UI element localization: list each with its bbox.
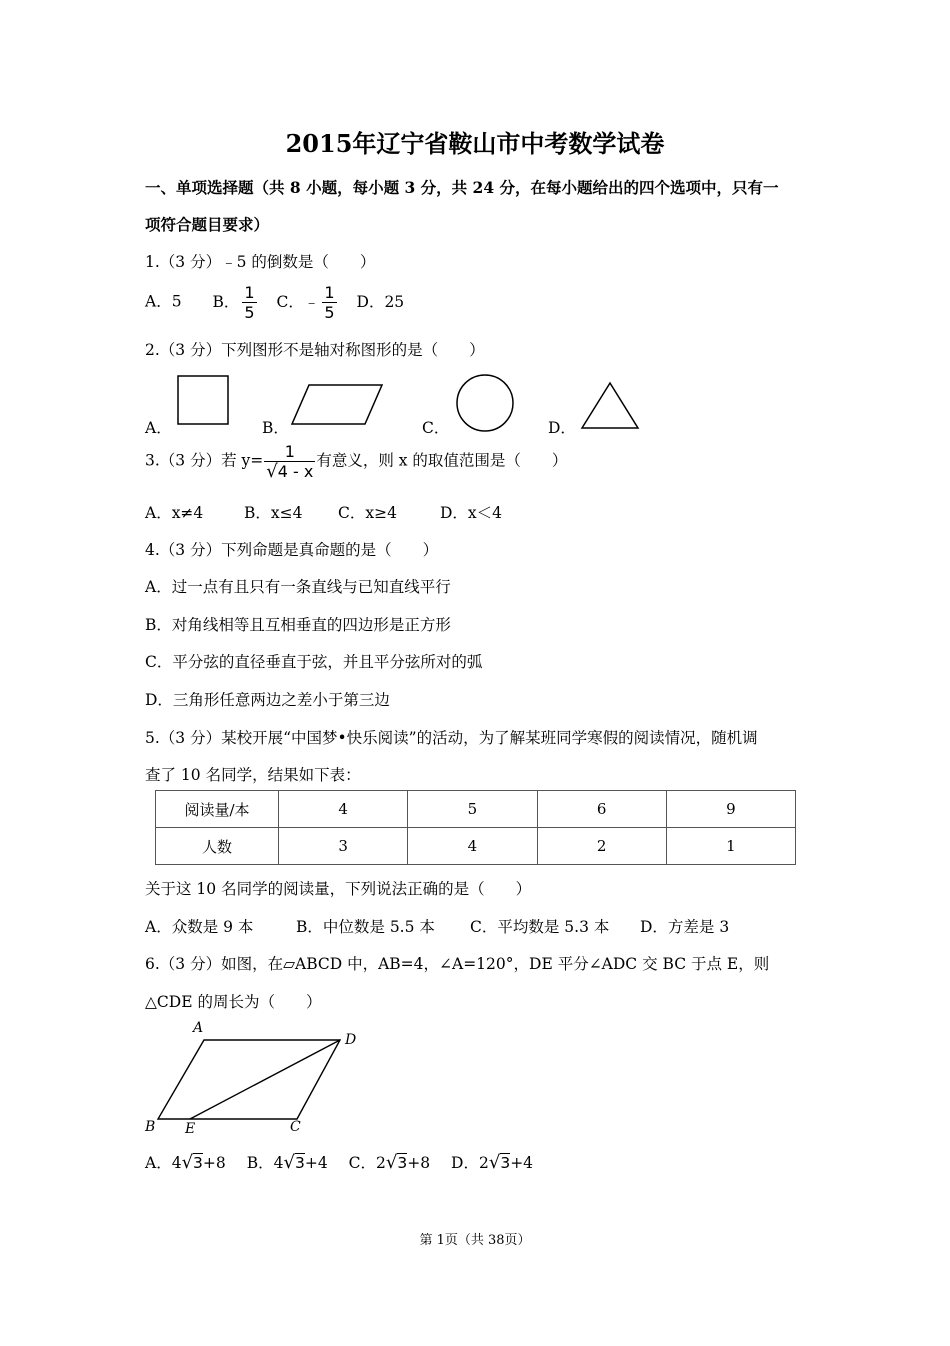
- square-shape: [178, 376, 228, 424]
- q1-option-d: D．25: [356, 292, 405, 311]
- table-cell: 9: [666, 791, 795, 828]
- q3-option-d: D．x＜4: [440, 504, 503, 522]
- segment-de: [190, 1040, 340, 1119]
- q4-stem: 4.（3 分）下列命题是真命题的是（ ）: [145, 541, 439, 559]
- q4-option-d: D．三角形任意两边之差小于第三边: [145, 691, 390, 709]
- q1-option-c-label: C．﹣: [276, 292, 320, 311]
- label-e: E: [185, 1121, 196, 1137]
- table-cell: 6: [537, 791, 666, 828]
- q6-option-c: C．2√3+8: [348, 1152, 431, 1173]
- radical-sign: √: [283, 1152, 295, 1173]
- q6-option-a: A．4√3+8: [145, 1152, 226, 1173]
- table-cell: 2: [537, 828, 666, 865]
- radicand: 4 - x: [277, 462, 314, 481]
- circle-shape: [457, 375, 513, 431]
- table-cell: 5: [408, 791, 537, 828]
- fraction-denominator: 5: [244, 303, 255, 322]
- q3-option-b: B．x≤4: [244, 504, 303, 522]
- label-b: B: [145, 1119, 156, 1135]
- label-d: D: [345, 1032, 357, 1048]
- q3-option-a: A．x≠4: [145, 504, 204, 522]
- q5-stem-line1: 5.（3 分）某校开展“中国梦•快乐阅读”的活动，为了解某班同学寒假的阅读情况，随机调: [145, 729, 758, 747]
- table-cell: 4: [408, 828, 537, 865]
- q5-option-c: C．平均数是 5.3 本: [470, 918, 610, 936]
- table-cell: 1: [666, 828, 795, 865]
- q2-option-a-label: A．: [145, 419, 172, 437]
- q2-figures: [0, 0, 950, 440]
- q5-after: 关于这 10 名同学的阅读量，下列说法正确的是（ ）: [145, 880, 532, 898]
- q2-option-d-label: D．: [548, 419, 576, 437]
- fraction-denominator: 5: [324, 303, 335, 322]
- q4-option-b: B．对角线相等且互相垂直的四边形是正方形: [145, 616, 451, 634]
- page-title: 2015年辽宁省鞍山市中考数学试卷: [285, 129, 665, 158]
- q2-option-b-label: B．: [262, 419, 289, 437]
- q6-stem-line2: △CDE 的周长为（ ）: [145, 993, 322, 1011]
- parallelogram-abcd: [158, 1040, 340, 1119]
- table-cell: 人数: [156, 828, 279, 865]
- label-a: A: [193, 1020, 204, 1036]
- page-footer: 第 1页（共 38页）: [419, 1233, 531, 1248]
- q3-fraction: [264, 442, 315, 481]
- q5-option-b: B．中位数是 5.5 本: [296, 918, 435, 936]
- q6-option-b: B．4√3+4: [246, 1152, 328, 1173]
- table-row: [156, 828, 796, 865]
- q3-suffix: 有意义，则 x 的取值范围是（ ）: [316, 451, 568, 470]
- parallelogram-shape: [292, 385, 382, 424]
- q2-option-c-label: C．: [422, 419, 450, 437]
- table-cell: 阅读量/本: [156, 791, 279, 828]
- q6-stem-line1: 6.（3 分）如图，在▱ABCD 中，AB=4，∠A=120°，DE 平分∠ADC 交 BC 于点 E，则: [145, 955, 770, 973]
- radical-sign: √: [266, 461, 278, 482]
- q3-prefix: 3.（3 分）若 y=: [145, 451, 264, 470]
- fraction-denominator: [264, 462, 315, 481]
- q1-option-a: A．5: [145, 292, 182, 311]
- fraction-numerator: 1: [264, 442, 315, 462]
- table-row: [156, 791, 796, 828]
- reading-table: [155, 790, 796, 865]
- q5-option-d: D．方差是 3: [640, 918, 730, 936]
- section-heading-line1: 一、单项选择题（共 8 小题，每小题 3 分，共 24 分，在每小题给出的四个选项中，只有一: [145, 178, 779, 197]
- q5-stem-line2: 查了 10 名同学，结果如下表：: [145, 766, 361, 784]
- table-cell: 4: [279, 791, 408, 828]
- q4-option-a: A．过一点有且只有一条直线与已知直线平行: [145, 578, 451, 596]
- radical-sign: √: [181, 1152, 194, 1173]
- section-heading-line2: 项符合题目要求）: [145, 215, 270, 234]
- q3-stem: [145, 442, 567, 481]
- fraction-numerator: 1: [244, 283, 255, 302]
- q4-option-c: C．平分弦的直径垂直于弦，并且平分弦所对的弧: [145, 653, 483, 671]
- table-cell: 3: [279, 828, 408, 865]
- q2-stem: 2.（3 分）下列图形不是轴对称图形的是（ ）: [145, 341, 485, 359]
- q1-stem: 1.（3 分）﹣5 的倒数是（ ）: [145, 253, 376, 271]
- q1-option-b-label: B．: [212, 292, 240, 311]
- q6-options: [145, 1151, 533, 1173]
- q6-option-d: D．2√3+4: [451, 1152, 534, 1173]
- q5-option-a: A．众数是 9 本: [145, 918, 254, 936]
- triangle-shape: [582, 383, 638, 428]
- radical-sign: √: [385, 1152, 398, 1173]
- q3-option-c: C．x≥4: [338, 504, 397, 522]
- radical-sign: √: [488, 1152, 501, 1173]
- label-c: C: [290, 1119, 301, 1135]
- fraction-numerator: 1: [324, 283, 335, 302]
